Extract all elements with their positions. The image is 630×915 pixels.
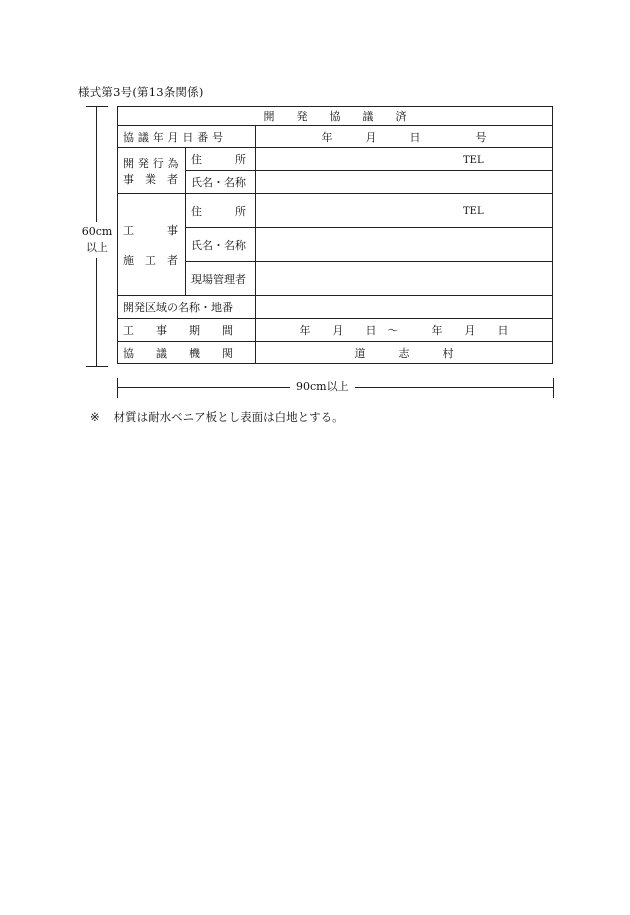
construction-period-label: 工 事 期 間: [118, 319, 256, 342]
table-row: [118, 107, 553, 126]
date-number-value: 年 月 日 号: [256, 126, 553, 148]
contractor-tel-label: TEL: [463, 206, 484, 217]
height-dimension-label: [78, 222, 116, 258]
developer-label-line2: 事 業 者: [123, 172, 178, 186]
note-text: 材質は耐水ベニア板とし表面は白地とする。: [113, 410, 344, 424]
note-mark: ※: [90, 410, 100, 424]
contractor-name-value: [256, 228, 553, 262]
table-row: [118, 319, 553, 342]
construction-period-value: 年 月 日 ～ 年 月 日: [256, 319, 553, 342]
contractor-address-value: [256, 194, 553, 228]
contractor-label-line1: 工 事: [123, 223, 178, 237]
sign-board-table: [117, 106, 553, 364]
consulting-org-value: 道 志 村: [256, 342, 553, 364]
developer-label: [118, 148, 186, 194]
width-dimension-left-tick: [117, 378, 118, 398]
height-suffix: 以上: [86, 241, 108, 254]
date-number-label: 協議年月日番号: [118, 126, 256, 148]
developer-name-label: 氏名・名称: [186, 171, 256, 194]
material-note: [90, 409, 344, 425]
contractor-label: [118, 194, 186, 296]
table-row: [118, 296, 553, 319]
height-dimension-bottom-tick: [86, 366, 108, 367]
table-row: [118, 342, 553, 364]
height-dimension-top-tick: [86, 106, 108, 107]
developer-name-value: [256, 171, 553, 194]
document-title: 様式第3号(第13条関係): [78, 85, 204, 99]
development-area-label: 開発区域の名称・地番: [118, 296, 256, 319]
height-value: 60cm: [81, 225, 113, 238]
developer-label-line1: 開発行為: [123, 156, 183, 170]
developer-tel-label: TEL: [463, 154, 484, 166]
width-dimension-right-tick: [553, 378, 554, 398]
developer-address-value: [256, 148, 553, 171]
consulting-org-label: 協 議 機 関: [118, 342, 256, 364]
site-manager-label: 現場管理者: [186, 262, 256, 296]
width-dimension-label: 90cm以上: [290, 379, 355, 395]
contractor-address-label: 住 所: [186, 194, 256, 228]
development-area-value: [256, 296, 553, 319]
developer-address-label: 住 所: [186, 148, 256, 171]
table-row: [118, 126, 553, 148]
site-manager-value: [256, 262, 553, 296]
contractor-label-line2: 施 工 者: [123, 253, 178, 267]
contractor-name-label: 氏名・名称: [186, 228, 256, 262]
table-row: [118, 148, 553, 171]
table-header: 開 発 協 議 済: [118, 107, 553, 126]
table-row: [118, 194, 553, 228]
